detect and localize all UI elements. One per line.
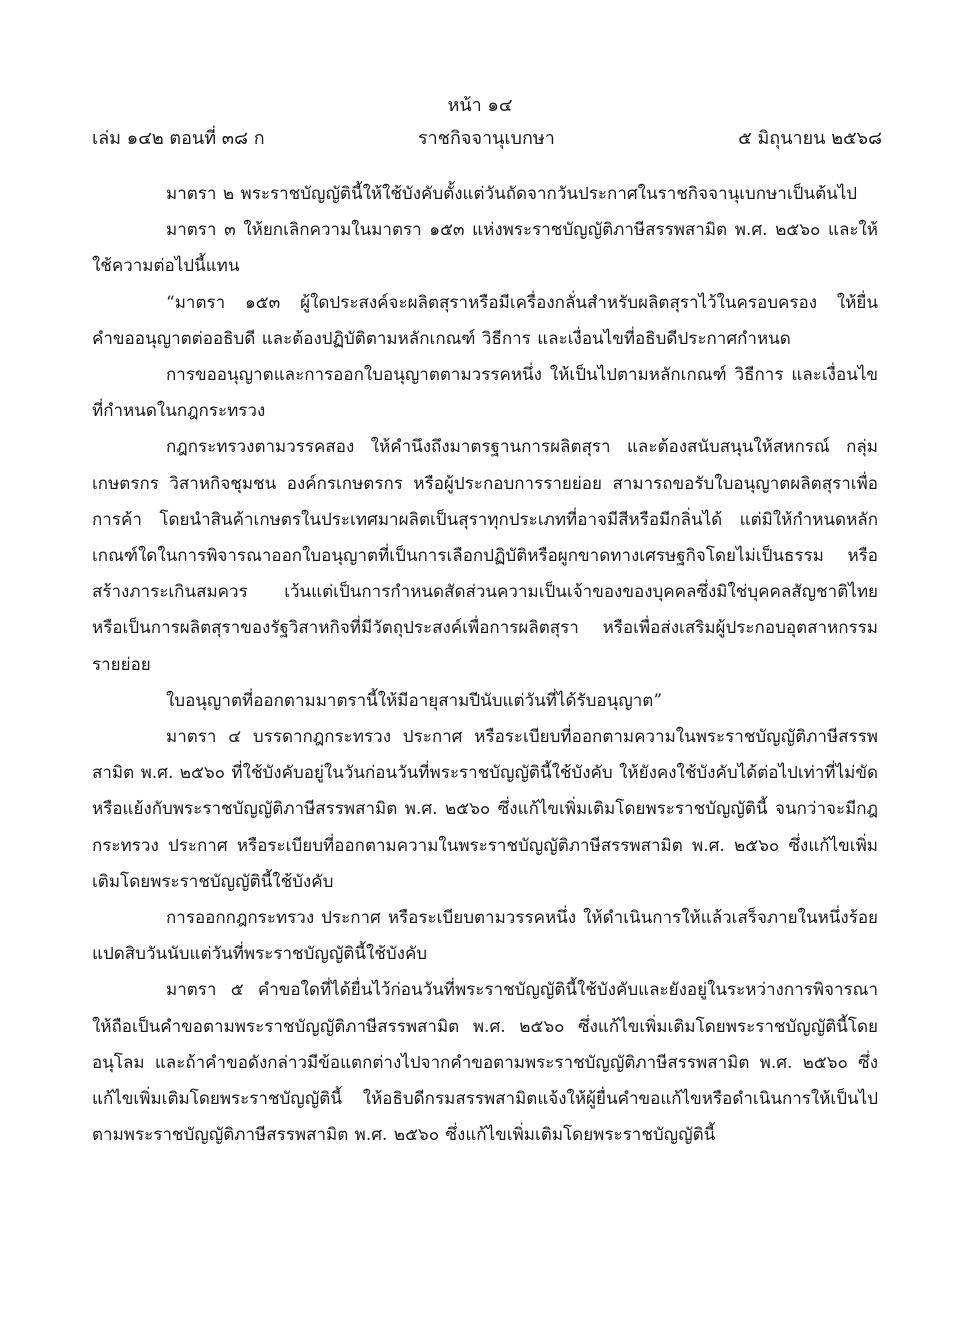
header-date: ๕ มิถุนายน ๒๕๖๘ <box>738 128 882 149</box>
paragraph-section-4: มาตรา ๔ บรรดากฎกระทรวง ประกาศ หรือระเบียบที่ออกตามความในพระราชบัญญัติภาษีสรรพสามิต พ.ศ. ๒๕๖๐ ที่ใช้บังคับอยู่ในวันก่อนวันที่พระราชบัญญัตินี้ใช้บังคับ ให้ยังคงใช้บังคับได้ต่อไปเท่าที่ไม่ขัดหรือแย้งกับพระราชบัญญัติภาษีสรรพสามิต พ.ศ. ๒๕๖๐ ซึ่งแก้ไขเพิ่มเติมโดยพระราชบัญญัตินี้ จนกว่าจะมีกฎกระทรวง ประกาศ หรือระเบียบที่ออกตามความในพระราชบัญญัติภาษีสรรพสามิต พ.ศ. ๒๕๖๐ ซึ่งแก้ไขเพิ่มเติมโดยพระราชบัญญัตินี้ใช้บังคับ <box>92 727 878 892</box>
paragraph-section-5: มาตรา ๕ คำขอใดที่ได้ยื่นไว้ก่อนวันที่พระราชบัญญัตินี้ใช้บังคับและยังอยู่ในระหว่างการพิจารณา ให้ถือเป็นคำขอตามพระราชบัญญัติภาษีสรรพสามิต พ.ศ. ๒๕๖๐ ซึ่งแก้ไขเพิ่มเติมโดยพระราชบัญญัตินี้โดยอนุโลม และถ้าคำขอดังกล่าวมีข้อแตกต่างไปจากคำขอตามพระราชบัญญัติภาษีสรรพสามิต พ.ศ. ๒๕๖๐ ซึ่งแก้ไขเพิ่มเติมโดยพระราชบัญญัตินี้ ให้อธิบดีกรมสรรพสามิตแจ้งให้ผู้ยื่นคำขอแก้ไขหรือดำเนินการให้เป็นไปตามพระราชบัญญัติภาษีสรรพสามิต พ.ศ. ๒๕๖๐ ซึ่งแก้ไขเพิ่มเติมโดยพระราชบัญญัตินี้ <box>92 980 878 1146</box>
gazette-header <box>92 126 882 152</box>
header-volume: เล่ม ๑๔๒ ตอนที่ ๓๘ ก <box>92 128 265 149</box>
header-publication: ราชกิจจานุเบกษา <box>418 128 555 149</box>
paragraph-section-153: “มาตรา ๑๕๓ ผู้ใดประสงค์จะผลิตสุราหรือมีเครื่องกลั่นสำหรับผลิตสุราไว้ในครอบครอง ให้ยื่นคำขออนุญาตต่ออธิบดี และต้องปฏิบัติตามหลักเกณฑ์ วิธีการ และเงื่อนไขที่อธิบดีประกาศกำหนด <box>92 292 878 349</box>
paragraph-section-2: มาตรา ๒ พระราชบัญญัตินี้ให้ใช้บังคับตั้งแต่วันถัดจากวันประกาศในราชกิจจานุเบกษาเป็นต้นไป <box>166 184 858 204</box>
page-number: หน้า ๑๔ <box>447 95 513 116</box>
paragraph-section-3: มาตรา ๓ ให้ยกเลิกความในมาตรา ๑๕๓ แห่งพระราชบัญญัติภาษีสรรพสามิต พ.ศ. ๒๕๖๐ และให้ใช้ความต่อไปนี้แทน <box>92 220 878 277</box>
paragraph-section-153-para-3: กฎกระทรวงตามวรรคสอง ให้คำนึงถึงมาตรฐานการผลิตสุรา และต้องสนับสนุนให้สหกรณ์ กลุ่มเกษตรกร วิสาหกิจชุมชน องค์กรเกษตรกร หรือผู้ประกอบการรายย่อย สามารถขอรับใบอนุญาตผลิตสุราเพื่อการค้า โดยนำสินค้าเกษตรในประเทศมาผลิตเป็นสุราทุกประเภทที่อาจมีสีหรือมีกลิ่นได้ แต่มิให้กำหนดหลักเกณฑ์ใดในการพิจารณาออกใบอนุญาตที่เป็นการเลือกปฏิบัติหรือผูกขาดทางเศรษฐกิจโดยไม่เป็นธรรม หรือสร้างภาระเกินสมควร เว้นแต่เป็นการกำหนดสัดส่วนความเป็นเจ้าของของบุคคลซึ่งมิใช่บุคคลสัญชาติไทย หรือเป็นการผลิตสุราของรัฐวิสาหกิจที่มีวัตถุประสงค์เพื่อการผลิตสุรา หรือเพื่อส่งเสริมผู้ประกอบอุตสาหกรรมรายย่อย <box>92 437 878 675</box>
document-body <box>92 176 878 1153</box>
paragraph-section-4-para-2: การออกกฎกระทรวง ประกาศ หรือระเบียบตามวรรคหนึ่ง ให้ดำเนินการให้แล้วเสร็จภายในหนึ่งร้อยแปดสิบวันนับแต่วันที่พระราชบัญญัตินี้ใช้บังคับ <box>92 908 878 965</box>
paragraph-section-153-para-4: ใบอนุญาตที่ออกตามมาตรานี้ให้มีอายุสามปีนับแต่วันที่ได้รับอนุญาต” <box>166 690 663 711</box>
paragraph-section-153-para-2: การขออนุญาตและการออกใบอนุญาตตามวรรคหนึ่ง ให้เป็นไปตามหลักเกณฑ์ วิธีการ และเงื่อนไขที่กำหนดในกฎกระทรวง <box>92 365 878 422</box>
